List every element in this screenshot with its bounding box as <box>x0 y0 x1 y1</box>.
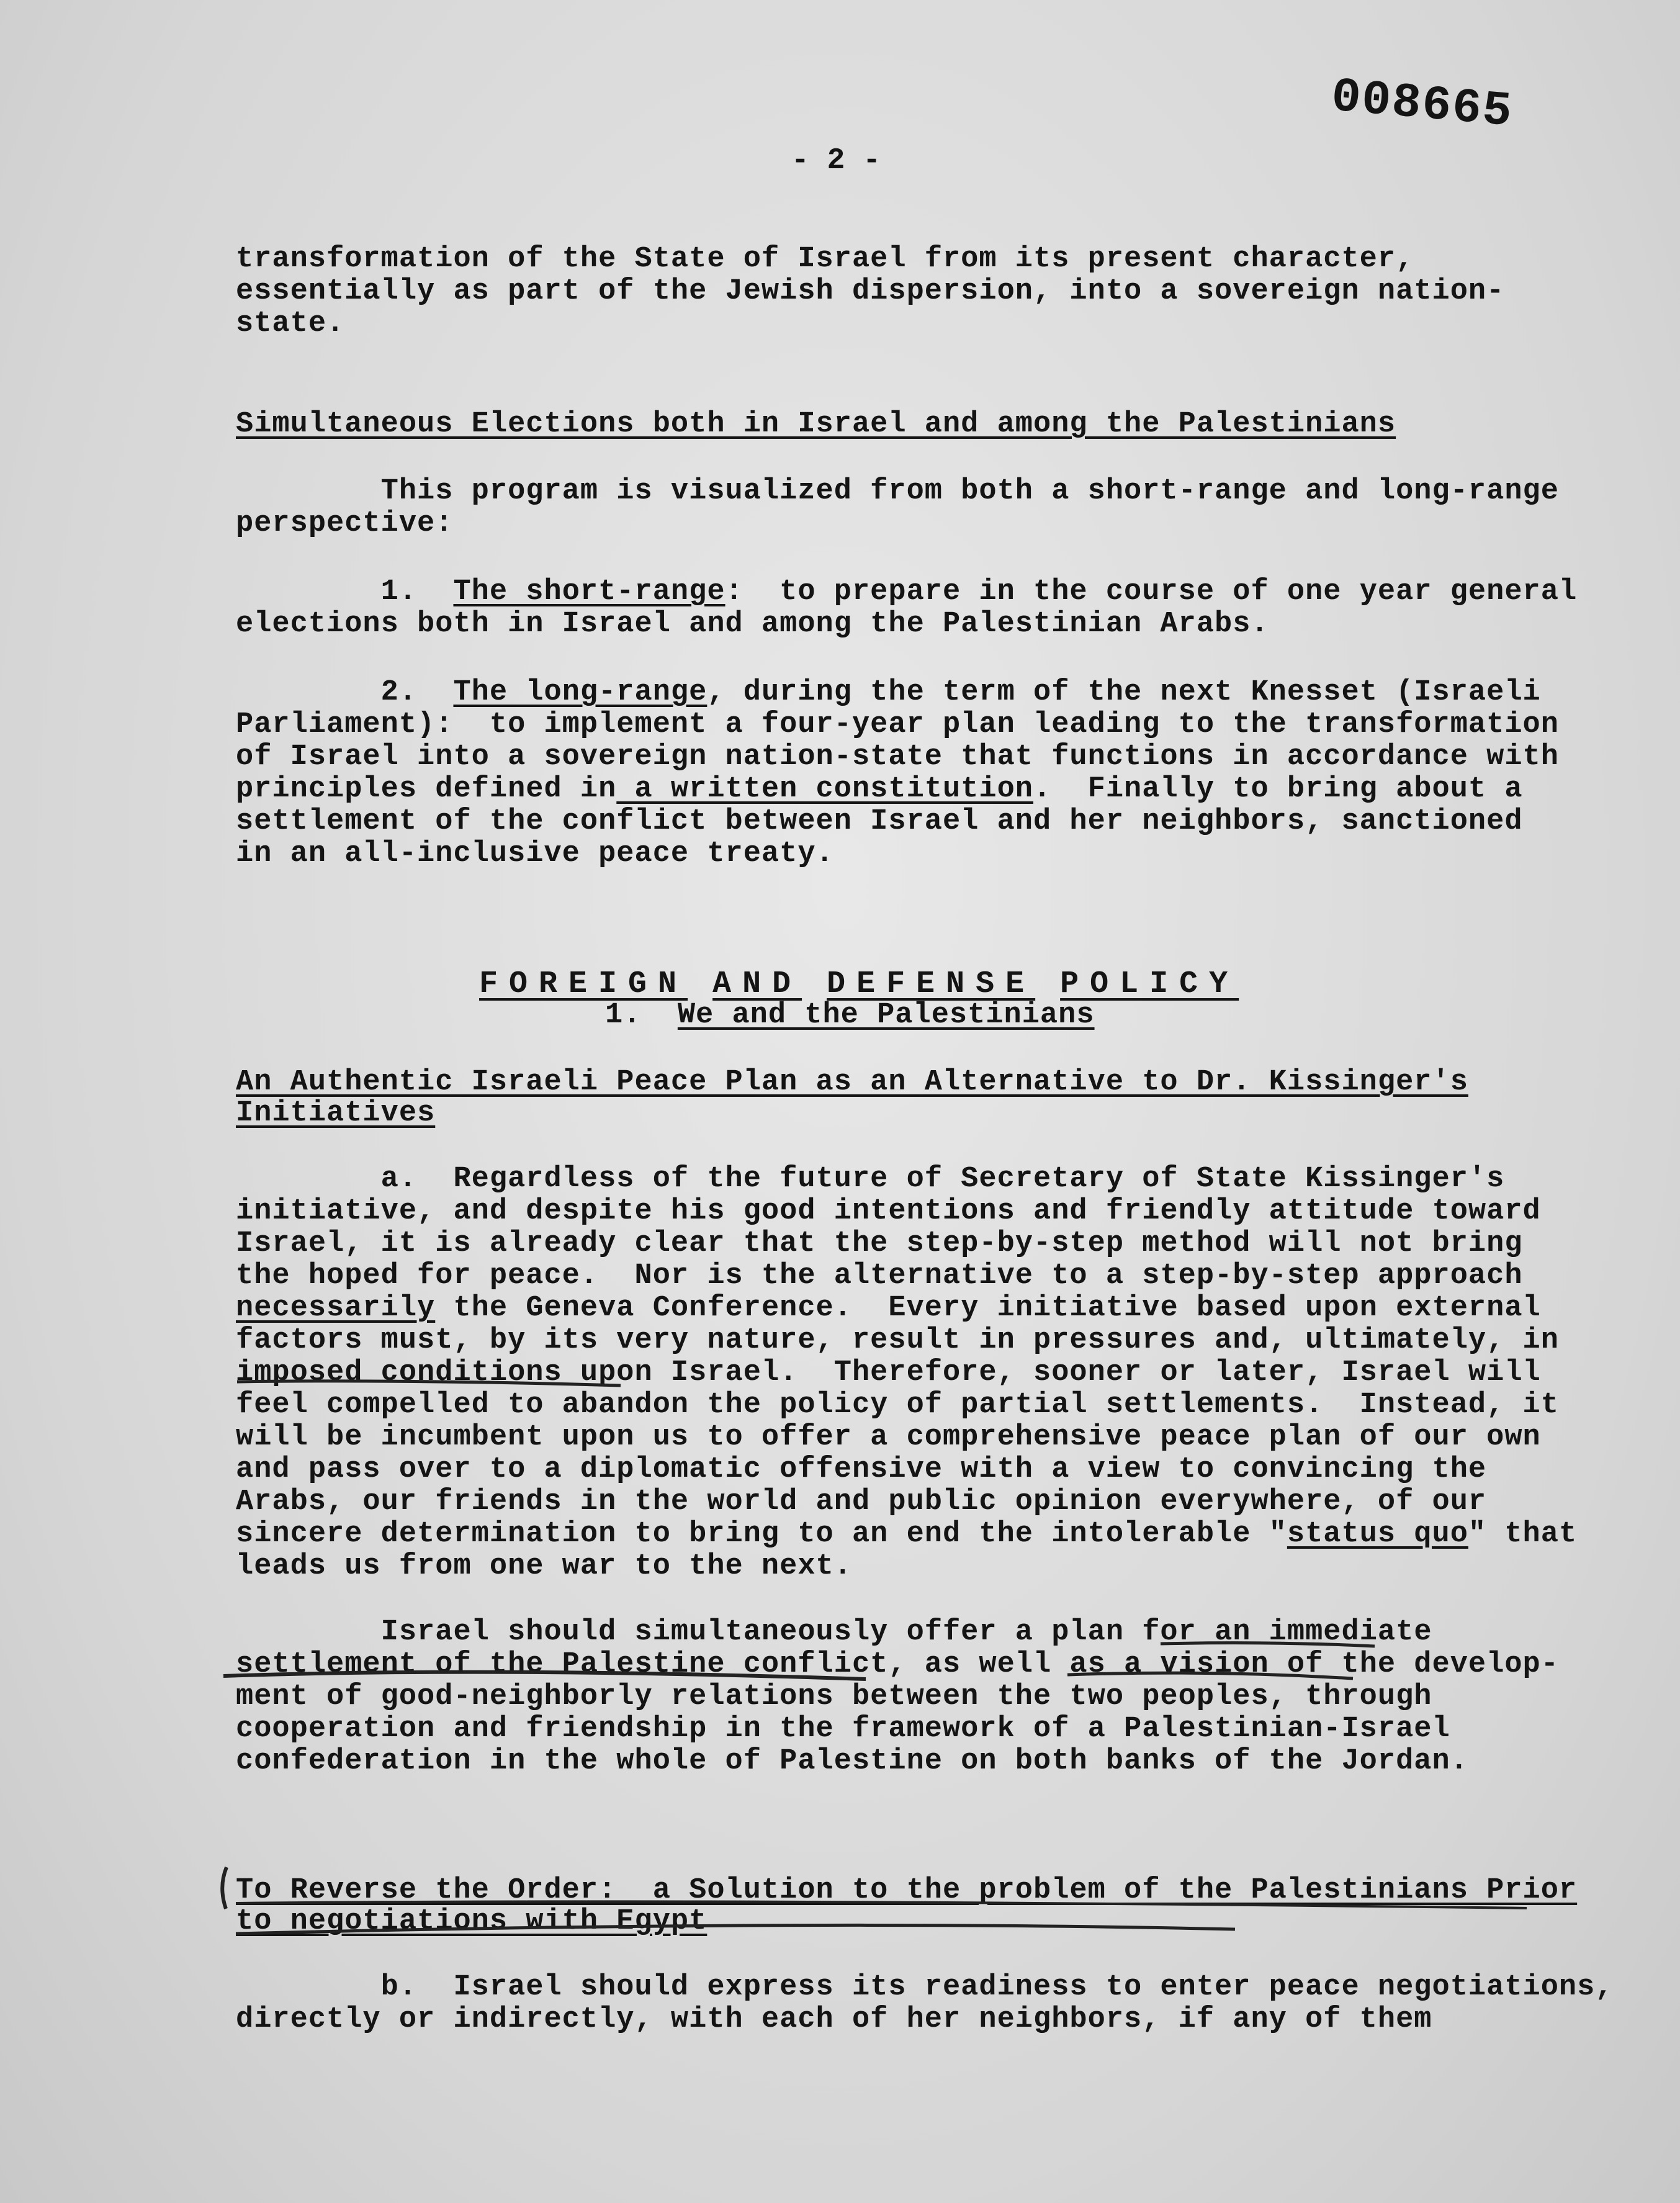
text-line: ment of good-neighborly relations between the two peoples, through <box>236 1680 1432 1713</box>
text-line: directly or indirectly, with each of her neighbors, if any of them <box>236 2003 1432 2036</box>
immediate-phrase: an immediate <box>1215 1616 1432 1649</box>
list-item-long-range: 2. The long-range, during the term of the next Knesset (Israeli <box>236 676 1541 709</box>
text-line: initiative, and despite his good intentions and friendly attitude toward <box>236 1195 1541 1228</box>
text-line: the hoped for peace. Nor is the alternative to a step-by-step approach <box>236 1259 1523 1292</box>
reverse-order-heading: To Reverse the Order: a Solution to the problem of the Palestinians Prior <box>236 1874 1578 1907</box>
text-line: of Israel into a sovereign nation-state that functions in accordance with <box>236 741 1559 773</box>
palestine-settlement-phrase: settlement of the Palestine conflict <box>236 1648 889 1681</box>
text-line: factors must, by its very nature, result in pressures and, ultimately, in <box>236 1324 1559 1357</box>
text-line: This program is visualized from both a short-range and long-range <box>236 475 1559 508</box>
status-quo-phrase: status quo <box>1287 1518 1468 1551</box>
text-line: will be incumbent upon us to offer a comprehensive peace plan of our own <box>236 1421 1541 1454</box>
text-line: cooperation and friendship in the framework of a Palestinian-Israel <box>236 1713 1450 1746</box>
page-number: - 2 - <box>791 144 881 178</box>
text-line: and pass over to a diplomatic offensive with a view to convincing the <box>236 1453 1487 1486</box>
text-line: settlement of the Palestine conflict, as well as a vision of the develop- <box>236 1648 1559 1681</box>
reverse-order-heading-cont: to negotiations with Egypt <box>236 1905 707 1938</box>
text-line: confederation in the whole of Palestine on both banks of the Jordan. <box>236 1745 1468 1778</box>
pen-bracket-mark <box>222 1867 227 1909</box>
text-line: imposed conditions upon Israel. Therefore, sooner or later, Israel will <box>236 1356 1541 1389</box>
list-item-short-range: 1. The short-range: to prepare in the course of one year general <box>236 575 1578 608</box>
written-constitution-phrase: a written constitution <box>616 773 1034 806</box>
section-heading-elections: Simultaneous Elections both in Israel and among the Palestinians <box>236 408 1396 441</box>
section-heading-foreign-defense: FOREIGN AND DEFENSE POLICY <box>479 966 1239 1002</box>
text-line: a. Regardless of the future of Secretary of State Kissinger's <box>236 1163 1505 1196</box>
text-line: leads us from one war to the next. <box>236 1550 852 1583</box>
text-line: necessarily the Geneva Conference. Every initiative based upon external <box>236 1292 1541 1325</box>
text-line: in an all-inclusive peace treaty. <box>236 837 834 870</box>
text-line: essentially as part of the Jewish dispersion, into a sovereign nation- <box>236 275 1505 308</box>
text-line: elections both in Israel and among the Palestinian Arabs. <box>236 608 1269 641</box>
peace-plan-heading-cont: Initiatives <box>236 1097 436 1130</box>
text-line: Arabs, our friends in the world and public opinion everywhere, of our <box>236 1485 1487 1518</box>
text-line: state. <box>236 307 345 340</box>
text-line: Parliament): to implement a four-year plan leading to the transformation <box>236 708 1559 741</box>
text-line: transformation of the State of Israel from its present character, <box>236 243 1414 276</box>
document-number: 008665 <box>1329 70 1516 140</box>
text-line: sincere determination to bring to an end the intolerable "status quo" that <box>236 1518 1578 1551</box>
term-short-range: The short-range <box>453 575 725 608</box>
text-line: b. Israel should express its readiness to enter peace negotiations, <box>236 1971 1614 2004</box>
text-line: settlement of the conflict between Israel and her neighbors, sanctioned <box>236 805 1523 838</box>
text-line: Israel should simultaneously offer a plan for an immediate <box>236 1616 1432 1649</box>
necessarily-word: necessarily <box>236 1292 436 1325</box>
text-line: perspective: <box>236 507 454 540</box>
text-line: feel compelled to abandon the policy of partial settlements. Instead, it <box>236 1389 1559 1421</box>
text-line: Israel, it is already clear that the step-by-step method will not bring <box>236 1227 1523 1260</box>
imposed-conditions-phrase: imposed conditions upon <box>236 1356 653 1389</box>
peace-plan-heading: An Authentic Israeli Peace Plan as an Alternative to Dr. Kissinger's <box>236 1066 1468 1099</box>
subheading-palestinians: 1. We and the Palestinians <box>605 999 1095 1032</box>
term-long-range: The long-range <box>453 676 707 709</box>
text-line: principles defined in a written constitution. Finally to bring about a <box>236 773 1523 806</box>
